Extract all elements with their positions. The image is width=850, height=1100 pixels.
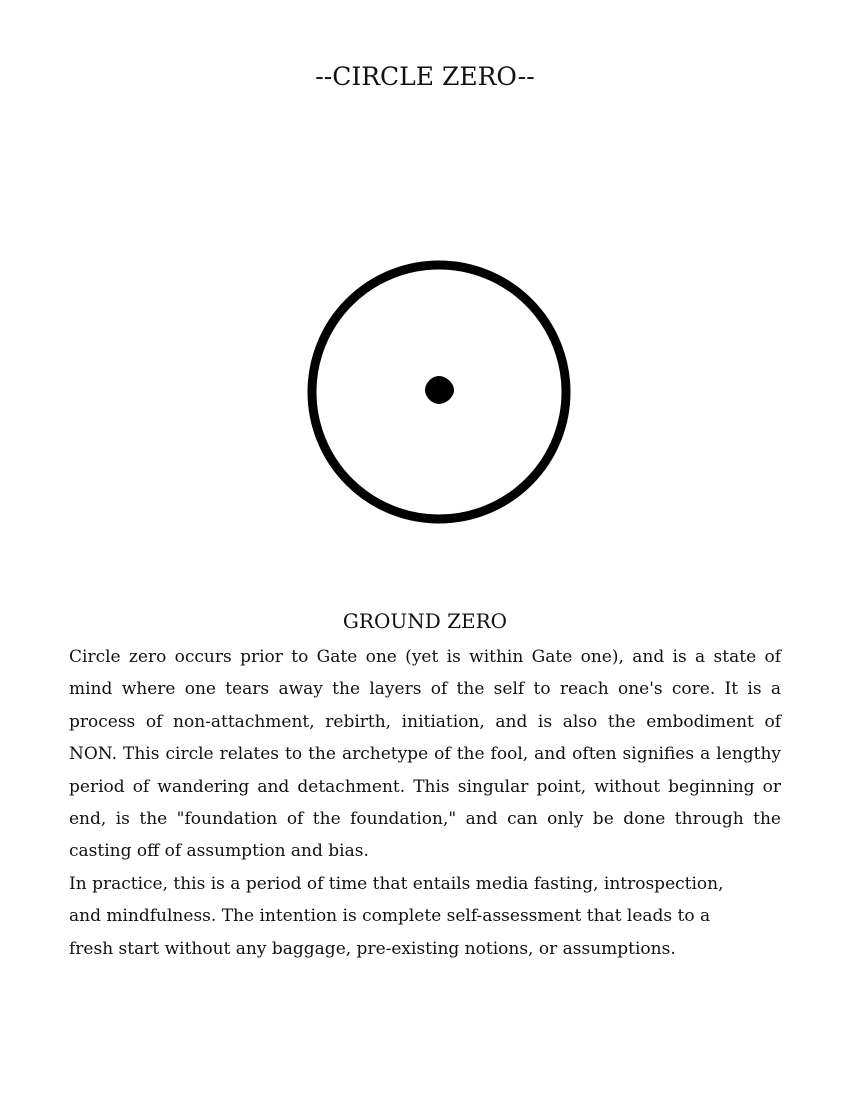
center-dot bbox=[425, 376, 454, 404]
paragraph-practice: In practice, this is a period of time that entails media fasting, introspection, and mindfulness. The intention is complete self-assessment that leads to a fresh start without any baggage, pre-existing notions, or assumptions. bbox=[69, 874, 724, 959]
circle-with-center-dot-icon bbox=[305, 258, 573, 526]
paragraph-intro: Circle zero occurs prior to Gate one (yet is within Gate one), and is a state of mind where one tears away the layers of the self to reach one's core. It is a process of non-attachment, rebirth, initiation, and is also the embodiment of NON. This circle relates to the archetype of the fool, and often signifies a lengthy period of wandering and detachment. This singular point, without beginning or end, is the "foundation of the foundation," and can only be done through the casting off of assumption and bias. bbox=[69, 647, 781, 862]
section-heading: GROUND ZERO bbox=[342, 609, 508, 633]
page-title: --CIRCLE ZERO-- bbox=[315, 62, 535, 91]
